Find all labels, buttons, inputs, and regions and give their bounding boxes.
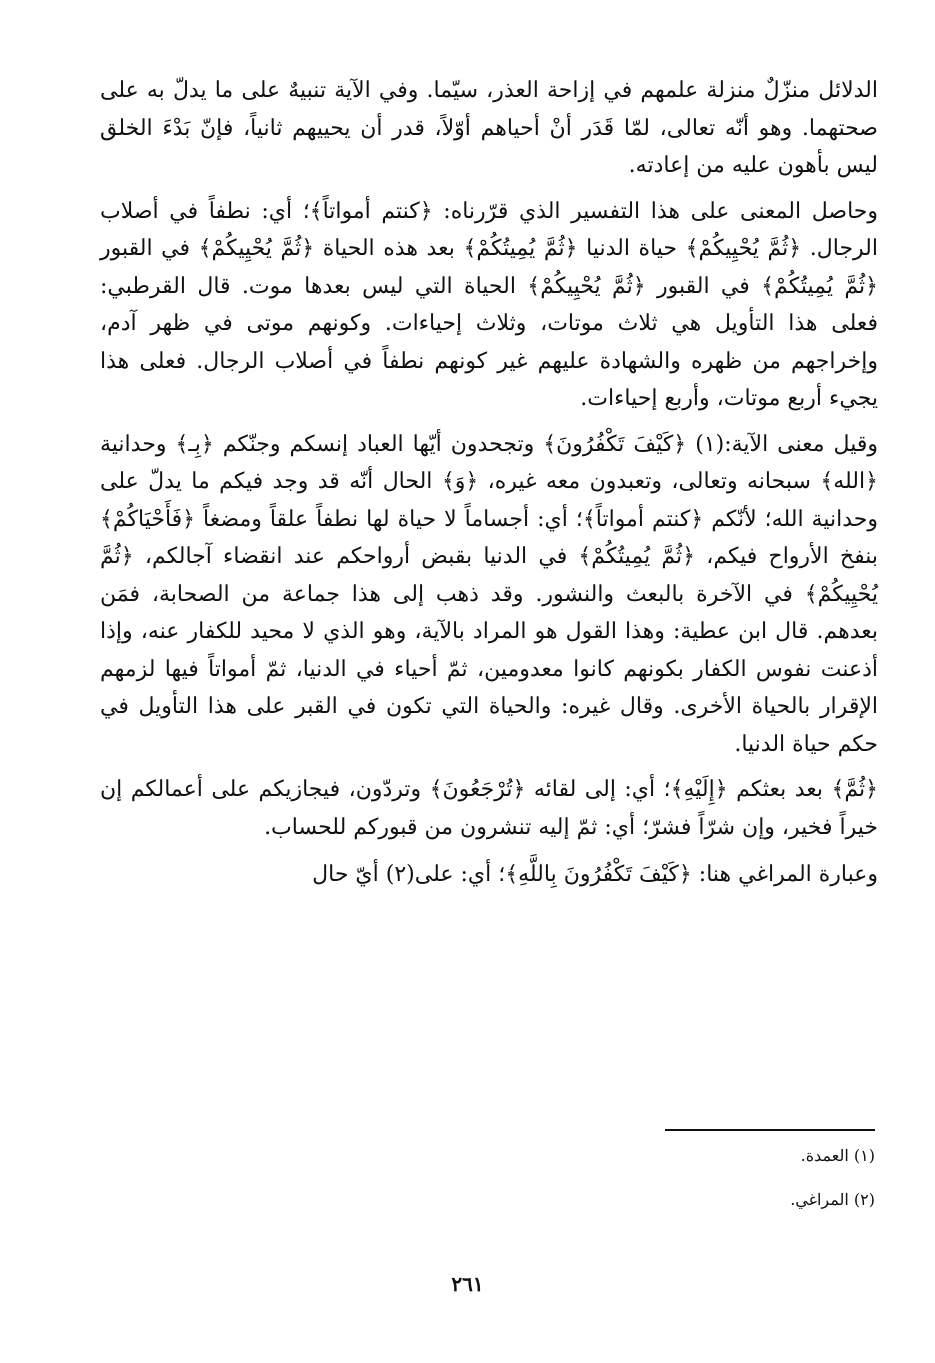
paragraph-3: وقيل معنى الآية:(١) ﴿كَيْفَ تَكْفُرُونَ﴾ وتجحدون أيّها العباد إنسكم وجنّكم ﴿بِـ﴾ وحدانية ﴿الله﴾ سبحانه وتعالى، وتعبدون معه غيره، ﴿وَ﴾ الحال أنّه قد وجد فيكم ما يدلّ على وحدانية الله؛ لأنّكم ﴿كنتم أمواتاً﴾؛ أي: أجساماً لا حياة لها نطفاً علقاً ومضغاً ﴿فَأَحْيَاكُمْ﴾ بنفخ الأرواح فيكم، ﴿ثُمَّ يُمِيتُكُمْ﴾ في الدنيا بقبض أرواحكم عند انقضاء آجالكم، ﴿ثُمَّ يُحْيِيكُمْ﴾ في الآخرة بالبعث والنشور. وقد ذهب إلى هذا جماعة من الصحابة، فمَن بعدهم. قال ابن عطية: وهذا القول هو المراد بالآية، وهو الذي لا محيد للكفار عنه، وإذا أذعنت نفوس الكفار بكونهم كانوا معدومين، ثمّ أحياء في الدنيا، ثمّ أمواتاً فيها لزمهم الإقرار بالحياة الأخرى. وقال غيره: والحياة التي تكون في القبر على هذا التأويل في حكم حياة الدنيا. — [100, 431, 878, 757]
footnote-1: (١) العمدة. — [800, 1146, 875, 1165]
paragraph-5: وعبارة المراغي هنا: ﴿كَيْفَ تَكْفُرُونَ بِاللَّهِ﴾؛ أي: على(٢) أيّ حال — [312, 862, 878, 887]
paragraph-2: وحاصل المعنى على هذا التفسير الذي قرّرناه: ﴿كنتم أمواتاً﴾؛ أي: نطفاً في أصلاب الرجال. ﴿ثُمَّ يُحْيِيكُمْ﴾ حياة الدنيا ﴿ثُمَّ يُمِيتُكُمْ﴾ بعد هذه الحياة ﴿ثُمَّ يُحْيِيكُمْ﴾ في القبور ﴿ثُمَّ يُمِيتُكُمْ﴾ في القبور ﴿ثُمَّ يُحْيِيكُمْ﴾ الحياة التي ليس بعدها موت. قال القرطبي: فعلى هذا التأويل هي ثلاث موتات، وثلاث إحياءات. وكونهم موتى في ظهر آدم، وإخراجهم من ظهره والشهادة عليهم غير كونهم نطفاً في أصلاب الرجال. فعلى هذا يجيء أربع موتات، وأربع إحياءات. — [100, 198, 878, 411]
footnote-2: (٢) المراغي. — [790, 1190, 875, 1209]
page-number: ٢٦١ — [451, 1272, 484, 1296]
footnotes — [500, 1145, 875, 1233]
page-body — [100, 72, 878, 894]
paragraph-4: ﴿ثُمَّ﴾ بعد بعثكم ﴿إِلَيْهِ﴾؛ أي: إلى لقائه ﴿تُرْجَعُونَ﴾ وتردّون، فيجازيكم على أعمالكم إن خيراً فخير، وإن شرّاً فشرّ؛ أي: ثمّ إليه تنشرون من قبوركم للحساب. — [100, 777, 878, 840]
footnote-divider — [665, 1129, 875, 1131]
paragraph-1: الدلائل منزّلٌ منزلة علمهم في إزاحة العذر، سيّما. وفي الآية تنبيهٌ على ما يدلّ به على صحتهما. وهو أنّه تعالى، لمّا قَدَر أنْ أحياهم أوّلاً، قدر أن يحييهم ثانياً، فإنّ بَدْءَ الخلق ليس بأهون عليه من إعادته. — [100, 78, 878, 178]
